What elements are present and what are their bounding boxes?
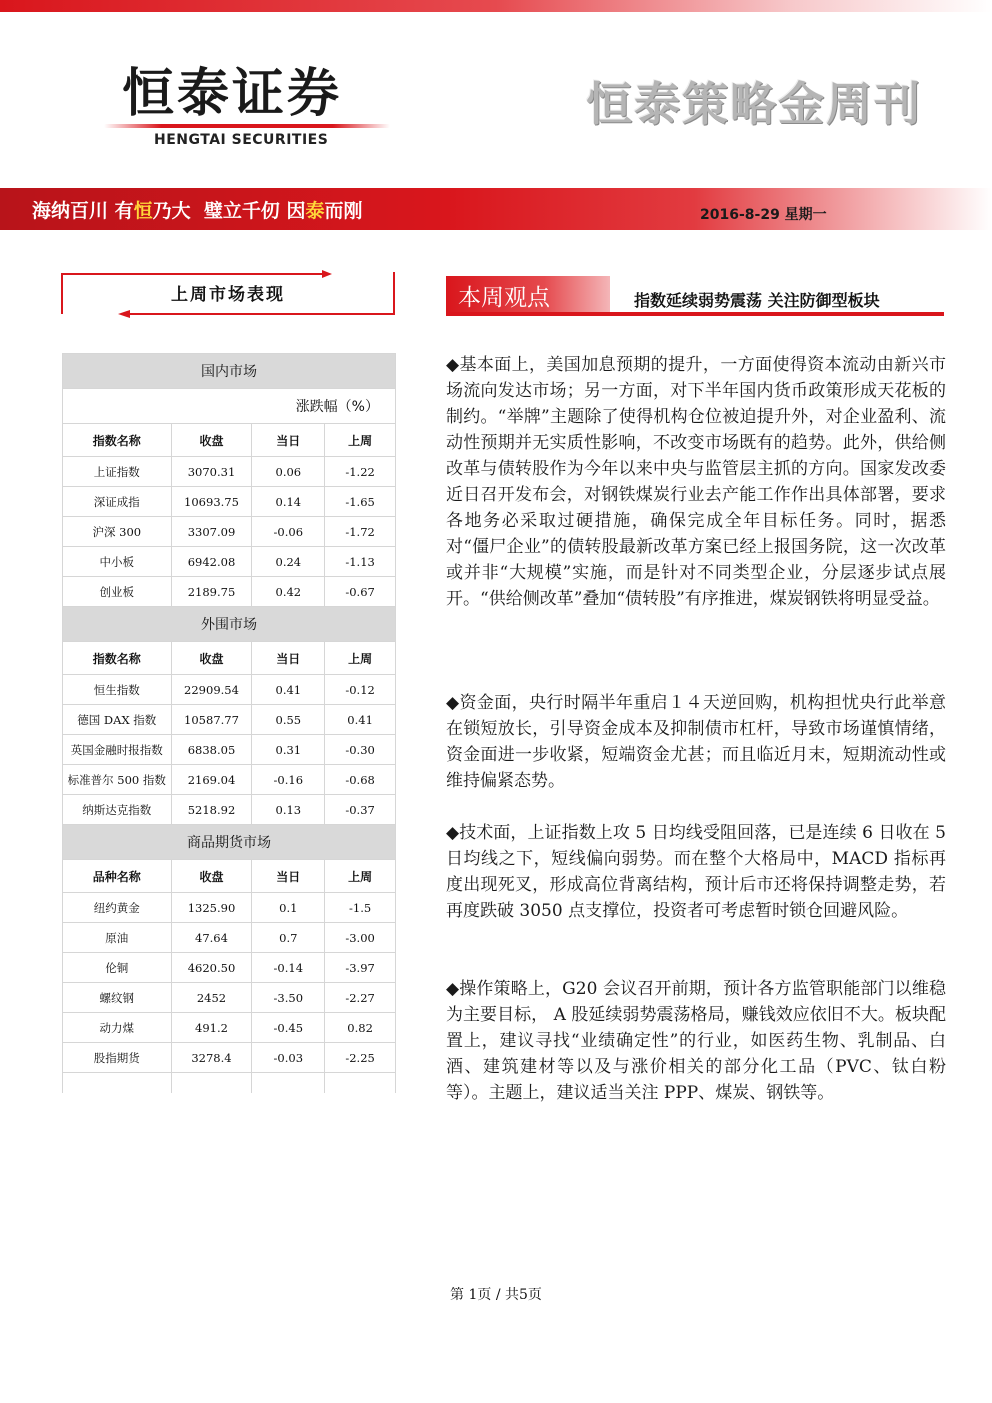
table-blank-cell xyxy=(63,1073,172,1094)
table-cell: 5218.92 xyxy=(171,795,252,825)
slogan-highlight-char: 恒 xyxy=(133,200,153,222)
table-cell: 3278.4 xyxy=(171,1043,252,1073)
column-header: 收盘 xyxy=(171,642,252,675)
publication-title: 恒泰策略金周刊 xyxy=(586,77,922,131)
table-cell: 螺纹钢 xyxy=(63,983,172,1013)
table-cell: 动力煤 xyxy=(63,1013,172,1043)
table-row xyxy=(63,487,396,517)
table-row xyxy=(63,765,396,795)
table-cell: 47.64 xyxy=(171,923,252,953)
top-decorative-stripe xyxy=(0,0,992,12)
table-cell: -0.06 xyxy=(252,517,325,547)
table-cell: -1.13 xyxy=(325,547,396,577)
table-cell: -0.45 xyxy=(252,1013,325,1043)
header-underline xyxy=(446,312,944,316)
table-row xyxy=(63,547,396,577)
paragraph-strategy: ◆操作策略上，G20 会议召开前期，预计各方监管职能部门以维稳为主要目标， A 股延续弱势震荡格局，赚钱效应依旧不大。板块配置上，建议寻找“业绩确定性”的行业，如医药生物、乳制品、白酒、建筑建材等以及与涨价相关的部分化工品（PVC、钛白粉等）。主题上，建议适当关注 PPP、煤炭、钢铁等。 xyxy=(446,979,946,1103)
column-header-row xyxy=(63,642,396,675)
section-header-row xyxy=(63,607,396,642)
logo-underline xyxy=(104,124,390,128)
table-row xyxy=(63,923,396,953)
issue-date: 2016-8-29 星期一 xyxy=(700,207,827,223)
table-cell: 纳斯达克指数 xyxy=(63,795,172,825)
market-performance-header xyxy=(60,268,396,322)
table-blank-row xyxy=(63,1073,396,1094)
logo-chinese-name: 恒泰证券 xyxy=(122,64,343,124)
table-cell: -0.68 xyxy=(325,765,396,795)
table-cell: 2189.75 xyxy=(171,577,252,607)
table-row xyxy=(63,893,396,923)
section-title: 商品期货市场 xyxy=(63,825,396,860)
column-header: 上周 xyxy=(325,642,396,675)
weekly-view-tab xyxy=(446,276,610,312)
table-cell: -1.5 xyxy=(325,893,396,923)
column-header-row xyxy=(63,860,396,893)
table-cell: -0.67 xyxy=(325,577,396,607)
table-cell: 标准普尔 500 指数 xyxy=(63,765,172,795)
paragraph-technical: ◆技术面，上证指数上攻 5 日均线受阻回落，已是连续 6 日收在 5 日均线之下，短线偏向弱势。而在整个大格局中，MACD 指标再度出现死叉，形成高位背离结构，预计后市还将保持调整走势，若再度跌破 3050 点支撑位，投资者可考虑暂时锁仓回避风险。 xyxy=(446,823,946,921)
table-cell: 0.14 xyxy=(252,487,325,517)
column-header: 当日 xyxy=(252,424,325,457)
table-cell: -1.22 xyxy=(325,457,396,487)
table-cell: 0.24 xyxy=(252,547,325,577)
table-cell: -3.50 xyxy=(252,983,325,1013)
column-header: 上周 xyxy=(325,424,396,457)
market-table xyxy=(62,353,396,1093)
table-cell: 深证成指 xyxy=(63,487,172,517)
weekly-view-subtitle: 指数延续弱势震荡 关注防御型板块 xyxy=(634,291,880,310)
column-header: 收盘 xyxy=(171,424,252,457)
table-row xyxy=(63,705,396,735)
unit-row xyxy=(63,389,396,424)
table-cell: 沪深 300 xyxy=(63,517,172,547)
paragraph-funding: ◆资金面，央行时隔半年重启１４天逆回购，机构担忧央行此举意在锁短放长，引导资金成本及抑制债市杠杆，导致市场谨慎情绪，资金面进一步收紧，短端资金尤甚；而且临近月末，短期流动性或维持偏紧态势。 xyxy=(446,693,946,791)
table-cell: -1.65 xyxy=(325,487,396,517)
table-row xyxy=(63,983,396,1013)
table-blank-cell xyxy=(325,1073,396,1094)
table-cell: 原油 xyxy=(63,923,172,953)
table-cell: 0.55 xyxy=(252,705,325,735)
column-header: 当日 xyxy=(252,642,325,675)
table-cell: 3070.31 xyxy=(171,457,252,487)
section-title: 外围市场 xyxy=(63,607,396,642)
table-cell: 2452 xyxy=(171,983,252,1013)
table-cell: 创业板 xyxy=(63,577,172,607)
section-header-row xyxy=(63,825,396,860)
table-cell: -3.00 xyxy=(325,923,396,953)
weekly-view-header xyxy=(446,276,944,320)
table-row xyxy=(63,953,396,983)
unit-label: 涨跌幅（%） xyxy=(63,389,396,424)
table-cell: 德国 DAX 指数 xyxy=(63,705,172,735)
column-header: 当日 xyxy=(252,860,325,893)
slogan-banner xyxy=(0,188,992,230)
table-cell: -0.37 xyxy=(325,795,396,825)
table-cell: 1325.90 xyxy=(171,893,252,923)
weekly-view-tab-label: 本周观点 xyxy=(458,285,550,311)
table-cell: -3.97 xyxy=(325,953,396,983)
table-cell: -0.03 xyxy=(252,1043,325,1073)
column-header: 指数名称 xyxy=(63,642,172,675)
column-header: 上周 xyxy=(325,860,396,893)
table-row xyxy=(63,795,396,825)
table-cell: -0.16 xyxy=(252,765,325,795)
company-logo xyxy=(100,62,390,157)
table-cell: 0.42 xyxy=(252,577,325,607)
table-cell: 4620.50 xyxy=(171,953,252,983)
paragraph-fundamentals: ◆基本面上，美国加息预期的提升，一方面使得资本流动由新兴市场流向发达市场；另一方面，对下半年国内货币政策形成天花板的制约。“举牌”主题除了使得机构仓位被迫提升外，对企业盈利、流动性预期并无实质性影响，不改变市场既有的趋势。此外，供给侧改革与债转股作为今年以来中央与监管层主抓的方向。国家发改委近日召开发布会，对钢铁煤炭行业去产能工作作出具体部署，要求各地务必采取过硬措施，确保完成全年目标任务。同时，据悉对“僵尸企业”的债转股最新改革方案已经上报国务院，这一次改革或并非“大规模”实施，而是针对不同类型企业，分层逐步试点展开。“供给侧改革”叠加“债转股”有序推进，煤炭钢铁将明显受益。 xyxy=(446,355,946,609)
section-header-row xyxy=(63,354,396,389)
table-cell: 6838.05 xyxy=(171,735,252,765)
slogan-highlight-char: 泰 xyxy=(305,200,325,222)
table-row xyxy=(63,675,396,705)
table-cell: -0.14 xyxy=(252,953,325,983)
table-cell: 0.06 xyxy=(252,457,325,487)
section-title: 国内市场 xyxy=(63,354,396,389)
table-cell: 10587.77 xyxy=(171,705,252,735)
table-cell: -2.27 xyxy=(325,983,396,1013)
table-cell: 0.41 xyxy=(252,675,325,705)
table-cell: 英国金融时报指数 xyxy=(63,735,172,765)
slogan-text: 而刚 xyxy=(324,200,363,222)
slogan-text: 乃大 璧立千仞 因 xyxy=(152,200,306,222)
table-cell: 恒生指数 xyxy=(63,675,172,705)
column-header: 品种名称 xyxy=(63,860,172,893)
table-cell: 0.41 xyxy=(325,705,396,735)
table-cell: -0.12 xyxy=(325,675,396,705)
table-cell: 上证指数 xyxy=(63,457,172,487)
column-header: 收盘 xyxy=(171,860,252,893)
table-cell: 6942.08 xyxy=(171,547,252,577)
table-row xyxy=(63,517,396,547)
slogan xyxy=(32,196,363,223)
table-cell: -2.25 xyxy=(325,1043,396,1073)
table-row xyxy=(63,457,396,487)
table-row xyxy=(63,1013,396,1043)
table-row xyxy=(63,577,396,607)
table-cell: 491.2 xyxy=(171,1013,252,1043)
table-cell: 2169.04 xyxy=(171,765,252,795)
table-cell: 10693.75 xyxy=(171,487,252,517)
table-row xyxy=(63,735,396,765)
slogan-text: 海纳百川 有 xyxy=(32,200,134,222)
table-cell: -1.72 xyxy=(325,517,396,547)
table-cell: -0.30 xyxy=(325,735,396,765)
table-cell: 0.1 xyxy=(252,893,325,923)
table-row xyxy=(63,1043,396,1073)
table-cell: 伦铜 xyxy=(63,953,172,983)
table-cell: 0.82 xyxy=(325,1013,396,1043)
table-cell: 0.7 xyxy=(252,923,325,953)
table-cell: 中小板 xyxy=(63,547,172,577)
market-performance-title: 上周市场表现 xyxy=(171,285,285,305)
table-cell: 3307.09 xyxy=(171,517,252,547)
table-cell: 0.31 xyxy=(252,735,325,765)
table-cell: 22909.54 xyxy=(171,675,252,705)
table-cell: 纽约黄金 xyxy=(63,893,172,923)
table-blank-cell xyxy=(171,1073,252,1094)
table-cell: 股指期货 xyxy=(63,1043,172,1073)
table-cell: 0.13 xyxy=(252,795,325,825)
logo-english-name: HENGTAI SECURITIES xyxy=(154,132,329,148)
page-number: 第 1页 / 共5页 xyxy=(450,1287,542,1303)
column-header-row xyxy=(63,424,396,457)
table-blank-cell xyxy=(252,1073,325,1094)
column-header: 指数名称 xyxy=(63,424,172,457)
